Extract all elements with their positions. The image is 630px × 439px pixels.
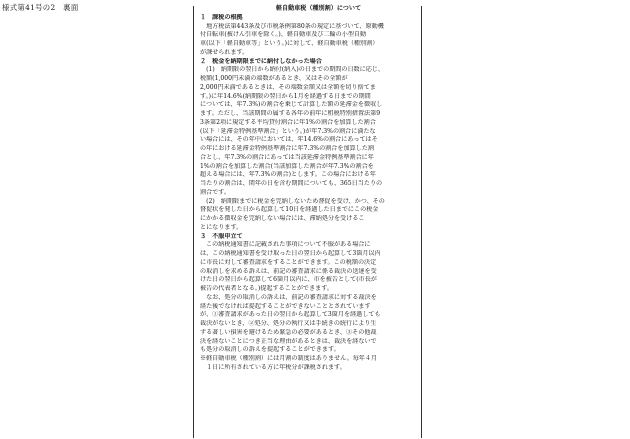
text-line: 経た後でなければ提起することができないこととされています [200, 302, 371, 310]
section-heading: １ 課税の根拠 [200, 13, 243, 21]
text-line: (以下「延滞金特例基準割合」という。)が年7.3%の割合に満たな [200, 127, 376, 135]
text-line: なお、処分の取消しの訴えは、前記の審査請求に対する裁決を [200, 293, 377, 301]
text-line: 付自転車(被けん引車を除く。)、軽自動車及び二輪の小型自動 [200, 31, 367, 39]
text-line: が、①審査請求があった日の翌日から起算して3箇月を経過しても [200, 311, 381, 319]
section-2 [200, 58, 417, 233]
text-line: 決を経ないことにつき正当な理由があるときは、裁決を経ないで [200, 337, 377, 345]
text-line: 車(以下「軽自動車等」という。)に対して、軽自動車税（種別割） [200, 40, 379, 47]
text-line: 督促状を発した日から起算して10日を経過した日までにこの税金 [200, 206, 379, 214]
text-line: 税額(1,000円未満の端数があるとき、又はその全額が [200, 75, 348, 82]
form-number: 様式第41号の2 裏面 [2, 3, 79, 12]
text-line: は、この納税通知書を受け取った日の翌日から起算して3箇月以内 [200, 250, 381, 257]
left-divider [193, 6, 194, 438]
text-line: とになります。 [200, 223, 243, 231]
text-line: 超える場合には、年7.3%の割合)とします。この場合における年 [200, 171, 376, 179]
text-line: けた日の翌日から起算して6箇月以内に、市を被告として(市長が [200, 276, 377, 284]
text-line: に市長に対して審査請求をすることができます。この税額の決定 [200, 258, 377, 266]
text-line: (2) 納期限までに税金を完納しないため督促を受け、かつ、その [200, 197, 385, 205]
section-1 [200, 14, 417, 58]
text-line: の年における延滞金特例基準割合に年7.3%の割合を加算した割 [200, 145, 374, 152]
text-line: 2,000円未満であるときは、その端数金額又は全額を切り捨てま [200, 83, 376, 91]
text-line: ※軽自動車税（種別割）には月割の制度はありません。毎年４月 [200, 355, 378, 362]
section-4 [200, 355, 417, 373]
text-line: 合とし、年7.3%の割合にあっては当該延滞金特例基準割合に年 [200, 153, 374, 161]
text-line: ずる著しい損害を避けるため緊急の必要があるとき、③その他裁 [200, 328, 377, 336]
section-heading: ２ 税金を納期限までに納付しなかった場合 [200, 57, 322, 65]
text-line: も処分の取消しの訴えを提起することができます。 [200, 346, 340, 354]
text-line: １日に所有されている方に年税分が課税されます。 [200, 363, 346, 371]
document-title: 軽自動車税（種別割）について [275, 5, 362, 12]
text-line: す。)に年14.6%(納期限の翌日から1月を経過する日までの期間 [200, 92, 371, 100]
text-line: の取消しを求める訴えは、前記の審査請求に係る裁決の送達を受 [200, 267, 377, 275]
sections-container [200, 14, 417, 373]
text-line: この納税通知書に記載された事項について不服がある場合に [200, 241, 371, 249]
text-line: については、年7.3%)の割合を乗じて計算した額の延滞金を徴収し [200, 101, 383, 109]
text-line: 1%の割合を加算した割合(当該加算した割合が年7.3%の割合を [200, 162, 374, 170]
text-line: い場合には、その年中においては、年14.6%の割合にあってはそ [200, 136, 378, 144]
text-line: 当たりの割合は、閏年の日を含む期間についても、365日当たりの [200, 180, 383, 187]
text-line: 地方税法第443条及び市税条例第80条の規定に基づいて、原動機 [200, 22, 384, 30]
right-divider [421, 6, 422, 438]
section-heading: ３ 不服申立て [200, 232, 243, 240]
text-line: 被告の代表者となる。)提起することができます。 [200, 285, 333, 292]
notice-body [200, 5, 417, 373]
text-line: ます。ただし、当該期間の属する各年の前年に租税特別措置法第9 [200, 110, 381, 117]
text-line: (1) 納期限の翌日から納付(納入)の日までの期間の日数に応じ、 [200, 66, 385, 74]
text-line: 3条第2項に規定する平均貸付割合に年1%の割合を加算した割合 [200, 118, 376, 126]
text-line: が課せられます。 [200, 48, 249, 56]
text-line: にかかる徴収金を完納しない場合には、滞納処分を受けるこ [200, 215, 365, 222]
section-3 [200, 233, 417, 356]
text-line: 割合です。 [200, 188, 230, 196]
text-line: 裁決がないとき、②処分、処分の執行又は手続きの続行により生 [200, 320, 377, 327]
